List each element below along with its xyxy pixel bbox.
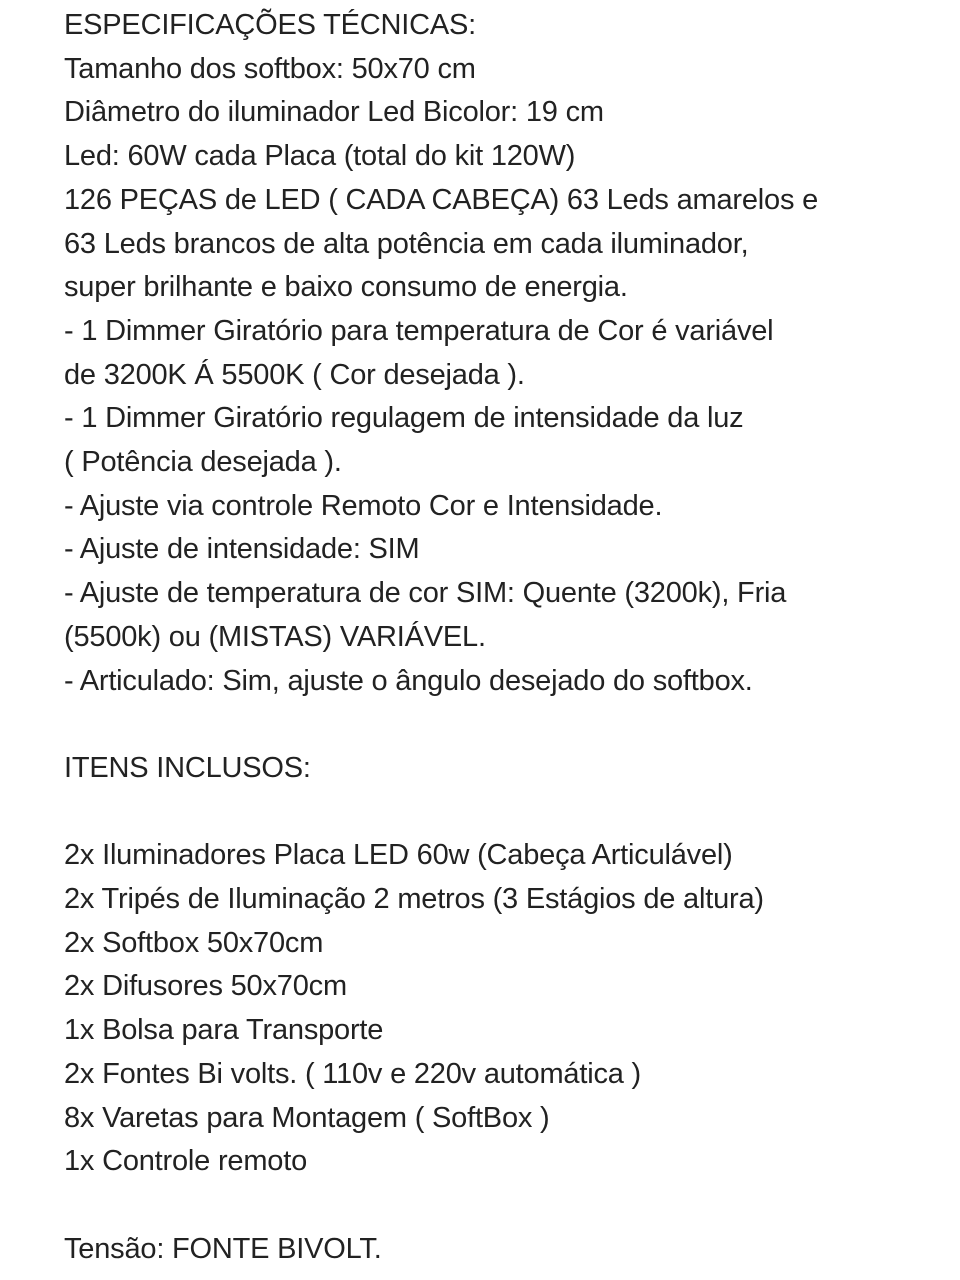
blank-line [64,703,960,747]
spec-line-7: - 1 Dimmer Giratório para temperatura de Cor é variável [64,314,774,347]
blank-line [64,791,960,835]
item-line-8: 1x Controle remoto [64,1145,308,1178]
spec-line-4: 126 PEÇAS de LED ( CADA CABEÇA) 63 Leds amarelos e [64,183,819,216]
spec-line-9: - 1 Dimmer Giratório regulagem de intensidade da luz [64,402,744,435]
spec-line-11: - Ajuste via controle Remoto Cor e Intensidade. [64,489,663,522]
item-line-3: 2x Softbox 50x70cm [64,926,324,959]
item-line-5: 1x Bolsa para Transporte [64,1014,384,1047]
item-line-6: 2x Fontes Bi volts. ( 110v e 220v automática ) [64,1057,641,1090]
spec-line-1: Tamanho dos softbox: 50x70 cm [64,52,476,85]
spec-line-8: de 3200K Á 5500K ( Cor desejada ). [64,358,525,391]
spec-line-2: Diâmetro do iluminador Led Bicolor: 19 cm [64,96,604,129]
item-line-4: 2x Difusores 50x70cm [64,970,347,1003]
spec-line-3: Led: 60W cada Placa (total do kit 120W) [64,140,576,173]
item-line-1: 2x Iluminadores Placa LED 60w (Cabeça Articulável) [64,839,733,872]
spec-line-13: - Ajuste de temperatura de cor SIM: Quente (3200k), Fria [64,577,787,610]
spec-line-15: - Articulado: Sim, ajuste o ângulo desejado do softbox. [64,664,753,697]
blank-line [64,1184,960,1228]
spec-line-10: ( Potência desejada ). [64,446,342,479]
spec-line-12: - Ajuste de intensidade: SIM [64,533,420,566]
spec-line-6: super brilhante e baixo consumo de energia. [64,271,628,304]
voltage-line: Tensão: FONTE BIVOLT. [64,1232,382,1265]
specs-heading: ESPECIFICAÇÕES TÉCNICAS: [64,9,477,41]
spec-line-5: 63 Leds brancos de alta potência em cada iluminador, [64,227,749,260]
items-heading: ITENS INCLUSOS: [64,751,311,784]
spec-line-14: (5500k) ou (MISTAS) VARIÁVEL. [64,620,486,653]
item-line-7: 8x Varetas para Montagem ( SoftBox ) [64,1101,550,1134]
item-line-2: 2x Tripés de Iluminação 2 metros (3 Estágios de altura) [64,883,764,916]
